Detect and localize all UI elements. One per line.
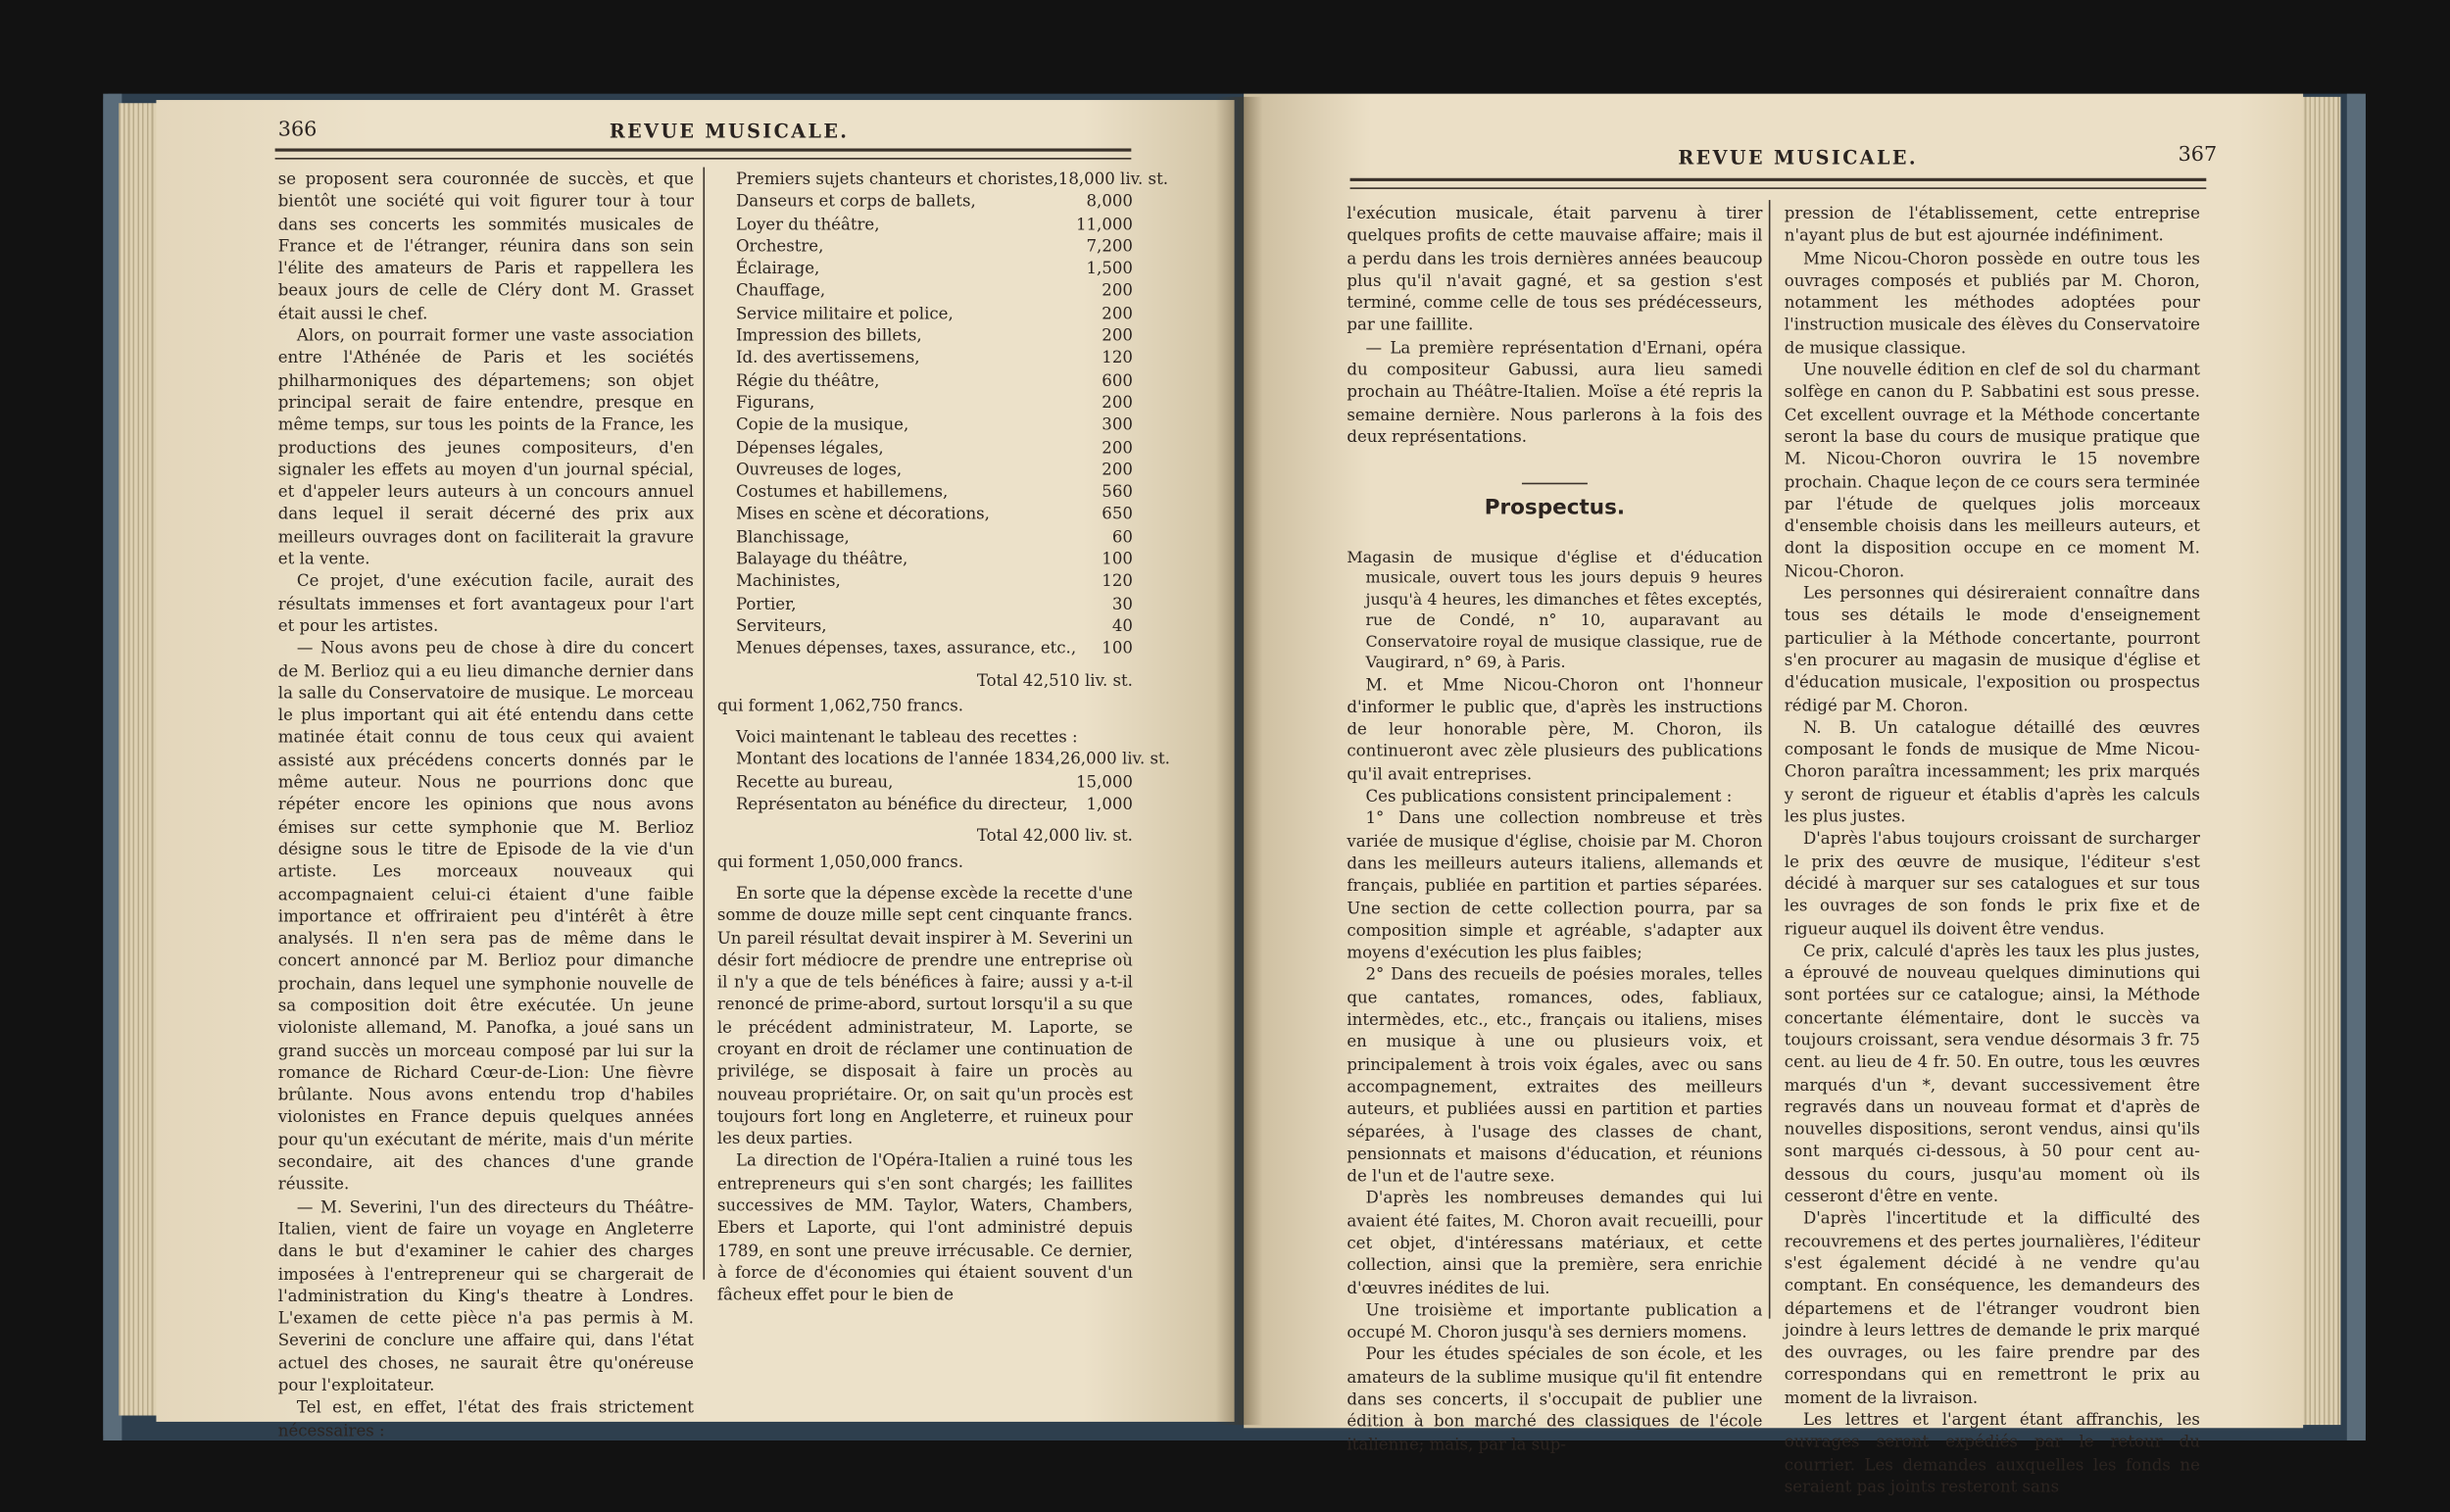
row-amount: 300 [1102,415,1133,435]
receipts-total: Total 42,000 liv. st. [976,826,1133,847]
table-row [736,348,1133,370]
left-column-2 [716,169,1170,1307]
paragraph: Les personnes qui désireraient connaître dans tous ses détails le mode d'enseignement particulier à la Méthode concertante, pourront s'en procurer au magasin de musique d'église et d'éducation musicale, l'exposition ou prospectus rédigé par M. Choron. [1784,584,2200,715]
row-label: Dépenses légales, [735,438,884,458]
table-row [736,236,1133,259]
running-head: REVUE MUSICALE. [609,120,850,143]
row-label: Costumes et habillemens, [735,482,949,503]
row-amount: 200 [1102,326,1133,346]
paragraph: se proposent sera couronnée de succès, et que bientôt une société qui voit figurer tour à tour dans ses concerts les sommités musicales de France et de l'étranger, réunira dans son sein l'élite des amateurs de Paris et rappellera les beaux jours de celle de Cléry dont M. Grasset était aussi le chef. [277,170,694,323]
row-label: Serviteurs, [735,616,827,636]
table-row [736,437,1133,460]
table-row [736,771,1133,794]
row-amount: 18,000 liv. st. [1057,170,1168,189]
table-row [736,481,1133,504]
paragraph: — Nous avons peu de chose à dire du concert de M. Berlioz qui a eu lieu dimanche dernier dans la salle du Conservatoire de musique. Le morceau le plus important qui ait été entendu dans cette matinée était connu de tous ceux qui avaient assisté aux précédens concerts donnés par le même auteur. Nous ne pourrions donc que répéter encore les opinions que nous avons émises sur cette symphonie que M. Berlioz désigne sous le titre de Episode de la vie d'un artiste. Les morceaux nouveaux qui accompagnaient celui-ci étaient d'une faible importance et offriraient peu d'intérêt à être analysés. Il n'en sera pas de même dans le concert annoncé par M. Berlioz pour dimanche prochain, dans lequel une symphonie nouvelle de sa composition doit être exécutée. Un jeune violoniste allemand, M. Panofka, a joué sans un grand succès un morceau composé par lui sur la romance de Richard Cœur-de-Lion: Une fièvre brûlante. Nous avons entendu trop d'habiles violonistes en France depuis quelques années pour qu'un exécutant de mérite, mais d'un mérite secondaire, ait des chances d'une grande réussite. [277,639,694,1195]
page-edges-left [119,103,159,1415]
row-amount: 200 [1102,438,1133,458]
paragraph: D'après l'incertitude et la difficulté des recouvremens et des pertes journalières, l'éditeur s'est également décidé à ne vendre qu'au comptant. En conséquence, les demandeurs des départemens et de l'étranger voudront bien joindre à leurs lettres de demande le prix marqué des ouvrages, ou les faire prendre par des correspondans qui en remettront le prix au moment de la livraison. [1784,1209,2200,1408]
table-row [736,415,1133,437]
table-row [736,571,1133,594]
row-amount: 200 [1102,393,1133,413]
section-title: Prospectus. [1484,495,1626,521]
row-label: Id. des avertissemens, [735,349,920,368]
row-amount: 8,000 [1086,192,1133,212]
row-label: Mises en scène et décorations, [735,505,990,524]
row-label: Recette au bureau, [735,772,894,792]
table-row [735,169,1168,191]
page-edges-right [2300,97,2340,1425]
header-rule [275,148,1132,159]
row-amount: 26,000 liv. st. [1059,750,1170,770]
row-label: Service militaire et police, [735,304,954,323]
table-row [736,504,1133,526]
paragraph: l'exécution musicale, était parvenu à tirer quelques profits de cette mauvaise affaire; mais il a perdu dans les trois dernières années beaucoup plus qu'il n'avait gagné, et sa gestion s'est terminé, comme celle de tous ses prédécesseurs, par une faillite. [1347,204,1763,335]
left-column-1 [278,169,694,1441]
row-label: Impression des billets, [735,326,922,346]
row-label: Menues dépenses, taxes, assurance, etc., [735,639,1077,658]
row-amount: 600 [1102,370,1133,391]
receipts-intro: Voici maintenant le tableau des recettes : [735,728,1078,748]
row-amount: 40 [1111,616,1133,636]
row-amount: 560 [1102,482,1133,503]
row-label: Balayage du théâtre, [735,550,908,569]
paragraph: N. B. Un catalogue détaillé des œuvres composant le fonds de musique de Mme Nicou-Choron paraîtra incessamment; les prix marqués y seront de rigueur et établis d'après les calculs les plus justes. [1784,718,2200,827]
expenses-table [717,169,1168,659]
row-amount: 60 [1111,527,1133,547]
row-label: Ouvreuses de loges, [735,461,903,480]
row-amount: 100 [1102,639,1133,658]
paragraph: — M. Severini, l'un des directeurs du Théâtre-Italien, vient de faire un voyage en Angleterre dans le but d'examiner le cahier des charges imposées à l'entrepreneur qui se chargerait de l'administration du King's theatre à Londres. L'examen de cette pièce n'a pas permis à M. Severini de conclure une affaire qui, dans l'état actuel des choses, ne saurait être qu'onéreuse pour l'exploitateur. [277,1197,694,1395]
row-amount: 200 [1102,461,1133,480]
row-label: Machinistes, [735,572,841,592]
row-label: Copie de la musique, [735,415,909,435]
right-column-2 [1785,203,2200,1498]
row-amount: 15,000 [1075,772,1133,792]
row-label: Chauffage, [735,281,826,301]
table-row [736,526,1133,549]
row-label: Figurans, [735,393,815,413]
row-amount: 1,000 [1086,795,1133,814]
table-row [736,258,1133,280]
row-label: Danseurs et corps de ballets, [735,192,976,212]
expenses-francs: qui forment 1,062,750 francs. [716,696,964,715]
table-row [736,549,1133,571]
paragraph: — La première représentation d'Ernani, opéra du compositeur Gabussi, aura lieu samedi prochain au Théâtre-Italien. Moïse a été repris la semaine dernière. Nous parlerons à la fois des deux représentations. [1347,338,1763,447]
right-page [1244,94,2303,1497]
table-row [736,369,1133,392]
row-amount: 200 [1102,304,1133,323]
cover-edge-right [2347,94,2366,1440]
row-label: Loyer du théâtre, [735,215,880,234]
row-label: Éclairage, [735,259,820,279]
page-number: 366 [277,119,318,143]
row-amount: 7,200 [1086,237,1133,257]
paragraph: Pour les études spéciales de son école, et les amateurs de la sublime musique qu'il fit entendre dans ses concerts, il s'occupait de publier une édition à bon marché des classiques de l'école italienne; mais, par la sup- [1347,1345,1763,1454]
paragraph: D'après l'abus toujours croissant de surcharger le prix des œuvre de musique, l'éditeur s'est décidé à marquer sur ses catalogues et sur tous les ouvrages de son fonds le prix fixe et de rigueur auquel ils doivent être vendus. [1784,830,2200,939]
table-row [736,794,1133,816]
table-row [736,325,1133,348]
paragraph: Mme Nicou-Choron possède en outre tous les ouvrages composés et publiés par M. Choron, notamment les méthodes adoptées pour l'instruction musicale des élèves du Conservatoire de musique classique. [1784,249,2200,358]
table-row [736,280,1133,303]
receipts-table [717,749,1170,815]
row-label: Montant des locations de l'année 1834, [735,750,1060,770]
row-amount: 200 [1102,281,1133,301]
table-row [736,303,1133,325]
paragraph: La direction de l'Opéra-Italien a ruiné tous les entrepreneurs qui s'en sont chargés; les faillites successives de MM. Taylor, Waters, Chambers, Ebers et Laporte, qui l'ont administré depuis 1789, en sont une preuve irrécusable. Ce dernier, à force de d'économies qui étaient souvent d'un fâcheux effet pour le bien de [716,1151,1133,1305]
paragraph: 2° Dans des recueils de poésies morales, telles que cantates, romances, odes, fabliaux, intermèdes, etc., etc., français ou italiens, mises en musique à une ou plusieurs voix, et principalement à trois voix égales, avec ou sans accompagnement, extraites des meilleurs auteurs, et publiées aussi en partition et parties séparées, à l'usage des classes de chant, pensionnats et maisons d'éducation, et réunions de l'un et de l'autre sexe. [1347,966,1763,1187]
row-amount: 120 [1102,572,1133,592]
table-row [736,214,1133,236]
row-label: Orchestre, [735,237,824,257]
paragraph: En sorte que la dépense excède la recette d'une somme de douze mille sept cent cinquante francs. Un pareil résultat devait inspirer à M. Severini un désir fort médiocre de prendre une entreprise où il n'y a que de tels bénéfices à faire; aussi y a-t-il renoncé de prime-abord, surtout lorsqu'il a su que le précédent administrateur, M. Laporte, se croyant en droit de réclamer une continuation de privilége, se disposait à faire un procès au nouveau propriétaire. Or, on sait qu'un procès est toujours fort long en Angleterre, et ruineux pour les deux parties. [716,884,1133,1149]
row-amount: 650 [1102,505,1133,524]
shop-notice: Magasin de musique d'église et d'éducation musicale, ouvert tous les jours depuis 9 heures jusqu'à 4 heures, les dimanches et fêtes exceptés, rue de Condé, n° 10, auparavant au Conservatoire royal de musique classique, rue de Vaugirard, n° 69, à Paris. [1347,549,1763,672]
row-amount: 100 [1102,550,1133,569]
header-rule [1350,178,2207,189]
paragraph: Alors, on pourrait former une vaste association entre l'Athénée de Paris et les sociétés philharmoniques des départemens; son objet principal serait de faire entendre, presque en même temps, sur tous les points de la France, les productions des jeunes compositeurs, d'en signaler les effets au moyen d'un journal spécial, et d'appeler leurs auteurs à un concours annuel dans lequel il serait décerné des prix aux meilleurs ouvrages dont on faciliterait la gravure et la vente. [277,326,694,569]
page-number: 367 [2178,143,2218,168]
section-rule [1522,483,1588,485]
table-row [736,638,1133,660]
row-label: Premiers sujets chanteurs et choristes, [735,170,1058,189]
table-row [736,191,1133,214]
column-rule [1769,200,1771,1319]
receipts-francs: qui forment 1,050,000 francs. [716,852,964,872]
paragraph: Ces publications consistent principalement : [1365,787,1733,806]
paragraph: Une nouvelle édition en clef de sol du charmant solfège en canon du P. Sabbatini est sous presse. Cet excellent ouvrage et la Méthode concertante seront la base du cours de musique pratique que M. Nicou-Choron ouvrira le 15 novembre prochain. Chaque leçon de ce cours sera terminée par l'étude de quelques jolis morceaux d'ensemble choisis dans les meilleurs auteurs, et dont la disposition occupe en ce moment M. Nicou-Choron. [1784,361,2200,581]
left-page [156,100,1234,1440]
table-row [736,593,1133,615]
paragraph: Ce prix, calculé d'après les taux les plus justes, a éprouvé de nouveau quelques diminutions qui sont portées sur ce catalogue; ainsi, la Méthode concertante élémentaire, dont le succès va toujours croissant, sera vendue désormais 3 fr. 75 cent. au lieu de 4 fr. 50. En outre, tous les œuvres marqués d'un *, devant successivement être regravés dans un nouveau format et d'après de nouvelles dispositions, seront vendus, ainsi qu'ils sont marqués ci-dessous, à 50 pour cent au-dessous du cours, jusqu'au moment où ils cesseront d'être en vente. [1784,942,2200,1206]
row-label: Blanchissage, [735,527,850,547]
table-row [735,749,1170,771]
running-head: REVUE MUSICALE. [1678,146,1918,170]
paragraph: Une troisième et importante publication a occupé M. Choron jusqu'à ses derniers momens. [1347,1300,1763,1342]
table-row [736,615,1133,638]
expenses-total: Total 42,510 liv. st. [976,670,1133,690]
row-label: Portier, [735,594,797,614]
paragraph: Ce projet, d'une exécution facile, aurait des résultats immenses et fort avantageux pour l'art et pour les artistes. [277,572,694,636]
right-column-1 [1347,203,1762,1456]
paragraph: M. et Mme Nicou-Choron ont l'honneur d'informer le public que, d'après les instructions de leur honorable père, M. Choron, ils continueront avec zèle plusieurs des publications qu'il avait entreprises. [1347,675,1763,784]
table-row [736,392,1133,415]
table-row [736,460,1133,482]
row-amount: 11,000 [1075,215,1133,234]
row-amount: 30 [1111,594,1133,614]
row-label: Régie du théâtre, [735,370,880,391]
paragraph: D'après les nombreuses demandes qui lui avaient été faites, M. Choron avait recueilli, pour cet objet, d'intéressans matériaux, et cette collection, ainsi que la première, sera enrichie d'œuvres inédites de lui. [1347,1189,1763,1298]
gutter-shadow [1215,97,1262,1425]
paragraph: pression de l'établissement, cette entreprise n'ayant plus de but est ajournée indéfiniment. [1784,204,2200,246]
row-amount: 1,500 [1086,259,1133,279]
column-rule [703,168,705,1280]
paragraph: Les lettres et l'argent étant affranchis, les ouvrages seront expédiés par le retour du courrier. Les demandes auxquelles les fonds ne seraient pas joints resteront sans [1784,1410,2200,1497]
paragraph: 1° Dans une collection nombreuse et très variée de musique d'église, choisie par M. Choron dans les meilleurs auteurs italiens, allemands et français, publiée en partition et parties séparées. Une section de cette collection pourra, par sa composition simple et agréable, s'adapter aux moyens d'exécution les plus faibles; [1347,809,1763,963]
row-amount: 120 [1102,349,1133,368]
paragraph: Tel est, en effet, l'état des frais strictement nécessaires : [277,1398,694,1440]
row-label: Représentaton au bénéfice du directeur, [735,795,1068,814]
